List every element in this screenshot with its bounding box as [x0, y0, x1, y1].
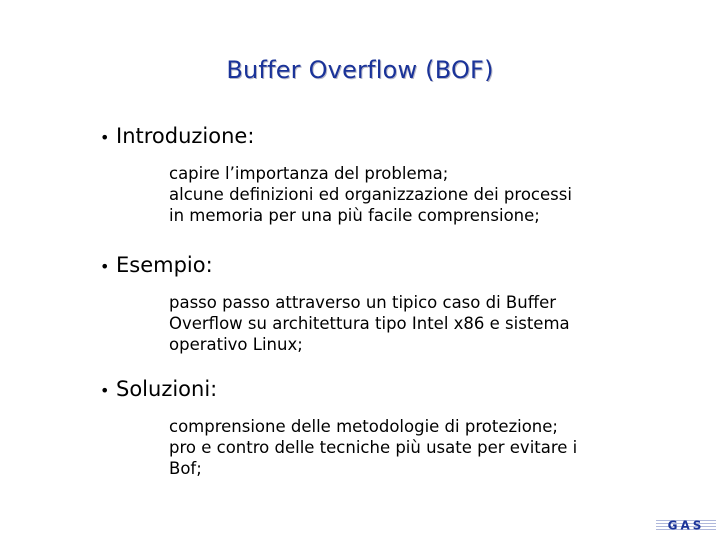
bullet-heading: Esempio:: [116, 253, 213, 277]
bullet-dot: •: [100, 381, 110, 400]
bullet-dot: •: [100, 257, 110, 276]
sub-line: pro e contro delle tecniche più usate per evitare i: [169, 438, 578, 457]
sub-line: Bof;: [169, 459, 202, 478]
bullet-dot: •: [100, 128, 110, 147]
bullet-heading-row: [100, 251, 700, 281]
section-introduzione: [100, 122, 700, 226]
sub-line: alcune definizioni ed organizzazione dei processi: [169, 185, 572, 204]
slide-title: Buffer Overflow (BOF): [226, 56, 494, 84]
bullet-heading: Soluzioni:: [116, 377, 218, 401]
gas-logo: [656, 518, 716, 532]
logo-text: GAS: [667, 518, 705, 532]
sub-text: [169, 292, 700, 355]
section-esempio: [100, 251, 700, 355]
bullet-heading-row: [100, 375, 700, 405]
sub-text: [169, 163, 700, 226]
sub-line: comprensione delle metodologie di protezione;: [169, 417, 558, 436]
sub-line: in memoria per una più facile comprensione;: [169, 206, 540, 225]
sub-line: Overflow su architettura tipo Intel x86 e sistema: [169, 314, 570, 333]
sub-line: capire l’importanza del problema;: [169, 164, 449, 183]
sub-line: operativo Linux;: [169, 335, 303, 354]
bullet-heading-row: [100, 122, 700, 152]
section-soluzioni: [100, 375, 700, 479]
sub-line: passo passo attraverso un tipico caso di Buffer: [169, 293, 557, 312]
bullet-heading: Introduzione:: [116, 124, 255, 148]
sub-text: [169, 416, 700, 479]
